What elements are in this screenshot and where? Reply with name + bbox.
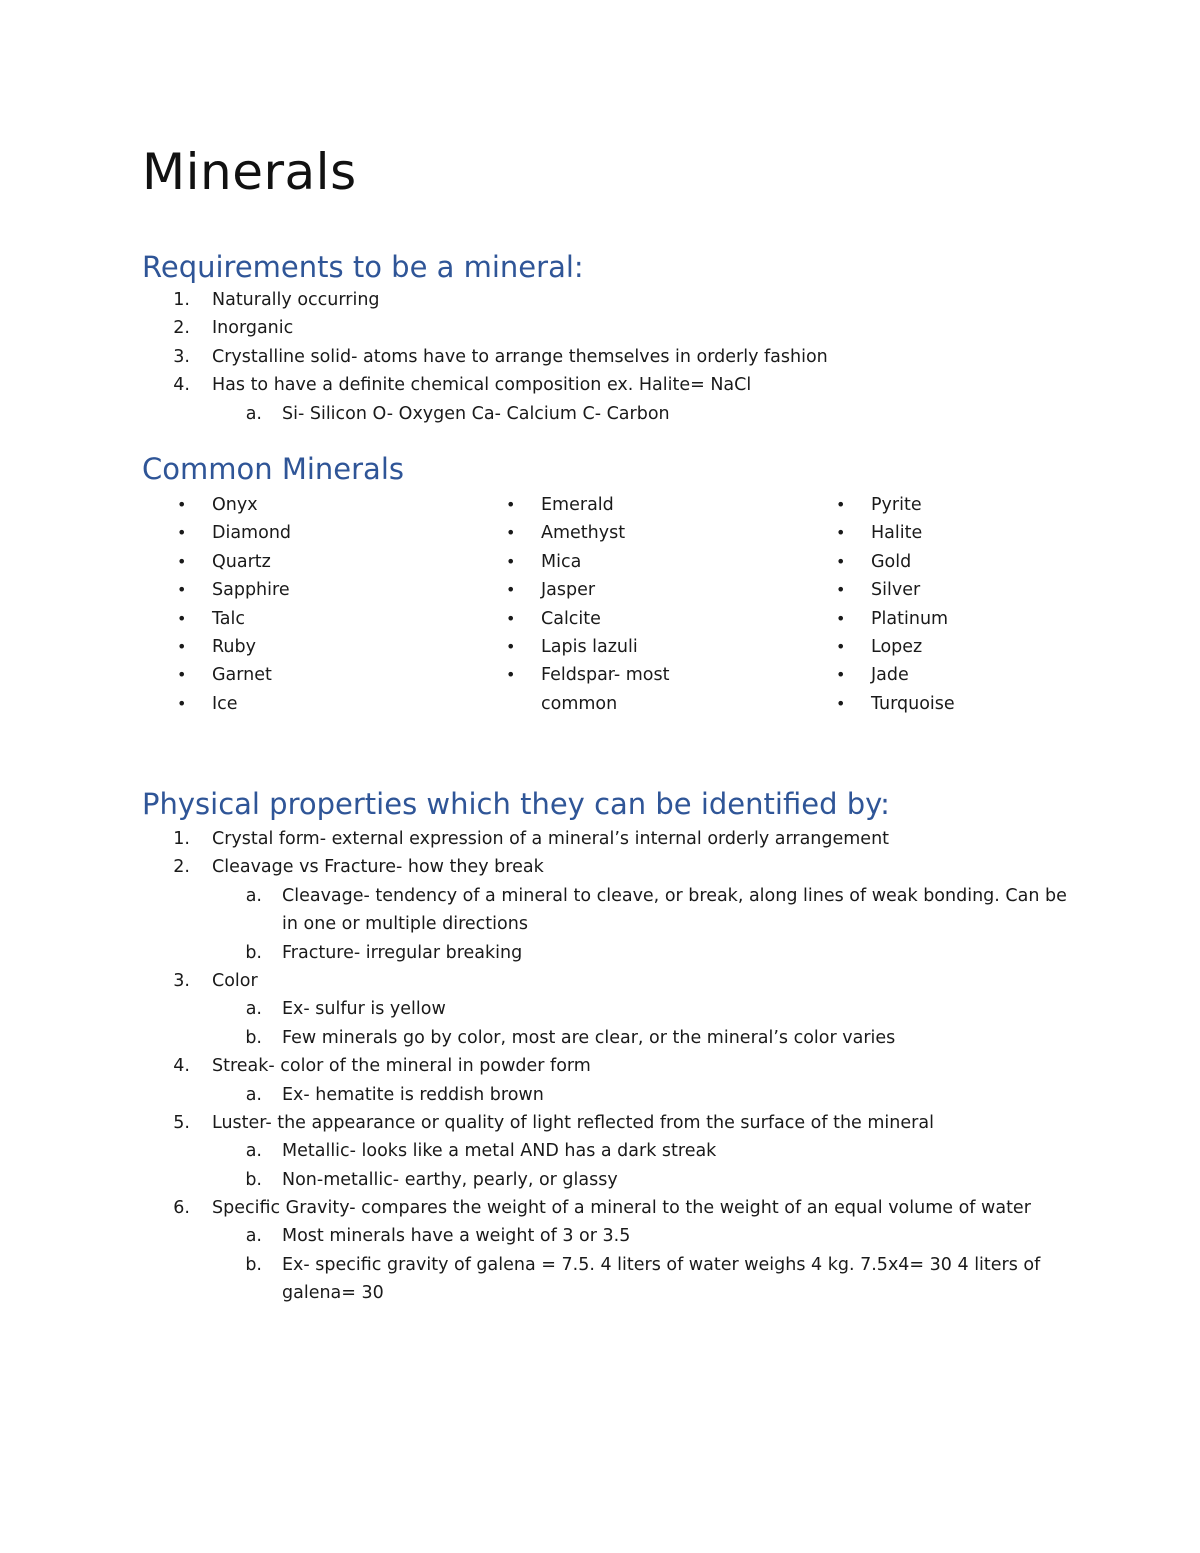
list-item	[177, 690, 477, 718]
item-letter: a.	[245, 403, 262, 424]
item-letter: a.	[245, 1084, 262, 1105]
list-item	[506, 548, 806, 576]
minerals-column-1	[177, 491, 477, 718]
item-number: 5.	[173, 1112, 190, 1133]
bullet-icon: •	[177, 495, 187, 514]
minerals-column-3	[836, 491, 1136, 718]
mineral-name: Lapis lazuli	[541, 636, 638, 657]
list-item	[836, 576, 1136, 604]
mineral-name: Calcite	[541, 608, 601, 629]
item-number: 4.	[173, 375, 190, 396]
mineral-name: Lopez	[871, 636, 923, 657]
item-text: Crystalline solid- atoms have to arrange themselves in orderly fashion	[212, 346, 828, 367]
list-item	[177, 661, 477, 689]
sub-list-item	[0, 1137, 1200, 1165]
bullet-icon: •	[836, 580, 846, 600]
requirements-list	[0, 286, 1200, 428]
item-text: Crystal form- external expression of a mineral’s internal orderly arrangement	[212, 829, 890, 849]
bullet-icon: •	[177, 636, 187, 656]
mineral-name: Silver	[871, 580, 921, 601]
item-letter: b.	[245, 1169, 262, 1190]
bullet-icon: •	[177, 608, 187, 628]
mineral-name: Talc	[212, 608, 246, 629]
list-item	[0, 371, 1200, 399]
mineral-name: common	[541, 693, 618, 714]
bullet-icon: •	[506, 551, 516, 571]
list-item	[177, 491, 477, 519]
list-item	[177, 519, 477, 547]
mineral-name: Diamond	[212, 523, 292, 544]
item-letter: a.	[245, 1141, 262, 1162]
item-text: Ex- sulfur is yellow	[282, 999, 446, 1020]
mineral-name: Feldspar- most	[541, 665, 670, 686]
bullet-icon: •	[506, 665, 516, 685]
item-text: Color	[212, 970, 258, 991]
bullet-icon: •	[506, 523, 516, 543]
list-item	[0, 286, 1200, 314]
list-item	[506, 491, 806, 519]
item-letter: a.	[245, 999, 262, 1020]
bullet-icon: •	[177, 580, 187, 600]
bullet-icon: •	[836, 693, 846, 713]
mineral-name: Gold	[871, 551, 912, 572]
item-text: Naturally occurring	[212, 290, 380, 310]
item-text: Has to have a definite chemical composition ex. Halite= NaCl	[212, 375, 752, 396]
bullet-icon: •	[177, 551, 187, 571]
mineral-name: Jade	[871, 665, 909, 686]
list-item	[836, 605, 1136, 633]
item-text: Luster- the appearance or quality of light reflected from the surface of the mineral	[212, 1112, 934, 1133]
minerals-column-2	[506, 491, 806, 718]
item-text: Fracture- irregular breaking	[282, 942, 523, 963]
bullet-icon: •	[836, 551, 846, 571]
mineral-name: Onyx	[212, 495, 258, 515]
bullet-icon: •	[177, 665, 187, 685]
mineral-name: Halite	[871, 523, 923, 544]
item-text: galena= 30	[282, 1283, 384, 1304]
mineral-name: Platinum	[871, 608, 949, 629]
item-text: in one or multiple directions	[282, 914, 528, 935]
item-letter: b.	[245, 942, 262, 963]
bullet-icon: •	[506, 580, 516, 600]
item-letter: b.	[245, 1027, 262, 1048]
list-item	[0, 853, 1200, 881]
item-text: Si- Silicon O- Oxygen Ca- Calcium C- Carbon	[282, 403, 670, 424]
bullet-icon: •	[836, 608, 846, 628]
bullet-icon: •	[506, 636, 516, 656]
bullet-icon: •	[177, 523, 187, 543]
list-item	[0, 825, 1200, 853]
requirements-heading: Requirements to be a mineral:	[142, 250, 584, 284]
mineral-name: Ruby	[212, 636, 256, 657]
item-text: Streak- color of the mineral in powder form	[212, 1056, 591, 1077]
bullet-icon: •	[506, 608, 516, 628]
physical-properties-heading: Physical properties which they can be identified by:	[142, 787, 890, 821]
mineral-name: Turquoise	[871, 693, 955, 714]
mineral-name: Pyrite	[871, 495, 922, 515]
mineral-name: Quartz	[212, 551, 271, 572]
list-item	[506, 576, 806, 604]
mineral-name: Jasper	[541, 580, 596, 601]
list-item-continuation	[506, 690, 806, 718]
list-item	[836, 690, 1136, 718]
bullet-icon: •	[177, 693, 187, 713]
item-text: Ex- hematite is reddish brown	[282, 1084, 544, 1105]
item-letter: a.	[245, 1226, 262, 1247]
item-number: 6.	[173, 1198, 190, 1219]
bullet-icon: •	[836, 665, 846, 685]
list-item	[836, 633, 1136, 661]
bullet-icon: •	[836, 636, 846, 656]
list-item	[0, 1052, 1200, 1080]
item-number: 4.	[173, 1056, 190, 1077]
item-text: Few minerals go by color, most are clear, or the mineral’s color varies	[282, 1027, 896, 1048]
list-item	[506, 661, 806, 689]
list-item	[836, 548, 1136, 576]
item-number: 1.	[173, 290, 190, 310]
list-item	[177, 548, 477, 576]
sub-list-item	[0, 1222, 1200, 1250]
physical-properties-list	[0, 825, 1200, 1308]
item-number: 2.	[173, 857, 190, 878]
sub-list-item	[0, 1024, 1200, 1052]
list-item	[177, 633, 477, 661]
mineral-name: Ice	[212, 693, 238, 714]
sub-list-item	[0, 1166, 1200, 1194]
list-item	[506, 605, 806, 633]
list-item	[0, 314, 1200, 342]
page-title: Minerals	[142, 143, 357, 201]
bullet-icon: •	[836, 495, 846, 514]
sub-list-item	[0, 1251, 1200, 1279]
item-text: Inorganic	[212, 318, 294, 339]
mineral-name: Emerald	[541, 495, 614, 515]
sub-list-item	[0, 882, 1200, 910]
mineral-name: Amethyst	[541, 523, 626, 544]
item-text: Specific Gravity- compares the weight of a mineral to the weight of an equal volume of water	[212, 1198, 1031, 1219]
list-item	[0, 1109, 1200, 1137]
mineral-name: Sapphire	[212, 580, 290, 601]
sub-list-item-continuation	[0, 1279, 1200, 1307]
item-text: Metallic- looks like a metal AND has a dark streak	[282, 1141, 717, 1162]
sub-list-item-continuation	[0, 910, 1200, 938]
item-text: Cleavage vs Fracture- how they break	[212, 857, 544, 878]
item-text: Ex- specific gravity of galena = 7.5. 4 liters of water weighs 4 kg. 7.5x4= 30 4 liters of	[282, 1254, 1041, 1275]
sub-list-item	[0, 400, 1200, 428]
item-number: 3.	[173, 970, 190, 991]
mineral-name: Mica	[541, 551, 582, 572]
item-text: Cleavage- tendency of a mineral to cleave, or break, along lines of weak bonding. Can be	[282, 885, 1067, 906]
item-text: Non-metallic- earthy, pearly, or glassy	[282, 1169, 618, 1190]
sub-list-item	[0, 939, 1200, 967]
sub-list-item	[0, 1081, 1200, 1109]
item-letter: a.	[245, 885, 262, 906]
list-item	[0, 967, 1200, 995]
list-item	[506, 519, 806, 547]
list-item	[0, 343, 1200, 371]
list-item	[177, 605, 477, 633]
list-item	[506, 633, 806, 661]
item-number: 3.	[173, 346, 190, 367]
mineral-name: Garnet	[212, 665, 272, 686]
bullet-icon: •	[836, 523, 846, 543]
list-item	[836, 661, 1136, 689]
sub-list-item	[0, 995, 1200, 1023]
item-number: 1.	[173, 829, 190, 849]
list-item	[0, 1194, 1200, 1222]
item-letter: b.	[245, 1254, 262, 1275]
common-minerals-heading: Common Minerals	[142, 452, 404, 486]
list-item	[836, 519, 1136, 547]
item-number: 2.	[173, 318, 190, 339]
bullet-icon: •	[506, 495, 516, 514]
item-text: Most minerals have a weight of 3 or 3.5	[282, 1226, 631, 1247]
list-item	[177, 576, 477, 604]
list-item	[836, 491, 1136, 519]
